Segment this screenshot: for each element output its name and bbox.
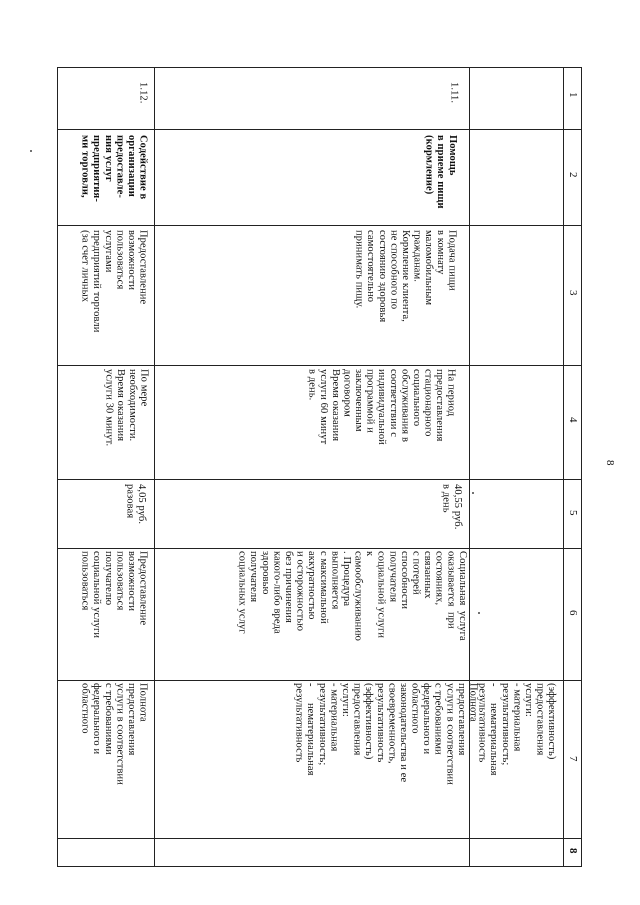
scan-speck	[472, 492, 474, 494]
row-1-11-content: Подача пищи в комнату маломобильным гражданам. Кормление клиента, не способного по состоянию здоровья самостоятельно принимать пищу.	[353, 230, 458, 323]
row-1-11-term: На период предоставления стационарного социального обслуживания в соответствии с индивидуальной программой и заключенным договором Время оказания услуги 60 минут в день.	[306, 369, 457, 445]
col-divider-4-5	[57, 479, 582, 480]
continued-indicators-cell: (эффективность) предоставления услуги: - материальная результативность; - нематериальная результативность	[476, 683, 558, 776]
row-1-12-content: Предоставление возможности пользоваться услугами предприятий торговли (за счет личных	[79, 230, 149, 333]
col-divider-5-6	[57, 548, 582, 549]
row-1-11-name: Помощь в приеме пищи (кормление)	[423, 135, 458, 209]
table-border-top	[57, 67, 582, 68]
column-header-7: 7	[567, 756, 579, 762]
row-divider-1-11-1-12	[154, 67, 155, 866]
row-1-11-indicators: Полнота предоставления услуги в соответствии с требованиями федерального и областного законодательства и ее своевременность, результативность (эффективность) предоставления услуги: - материальная результативность; - нематериальная результативность	[293, 683, 479, 785]
row-1-12-tariff: 4,05 руб. разовая	[124, 484, 148, 525]
scan-speck	[478, 612, 480, 614]
column-header-2: 2	[567, 172, 579, 178]
column-header-4: 4	[567, 417, 579, 423]
row-1-11-number: 1.11.	[448, 82, 460, 104]
col-divider-1-2	[57, 129, 582, 130]
table-border-left	[57, 67, 58, 866]
row-divider-header	[563, 67, 564, 866]
row-1-12-term: По мере необходимости. Время оказания услуги 30 минут.	[103, 369, 150, 447]
table-border-right	[581, 67, 582, 866]
row-1-12-indicators: Полнота предоставления услуги в соответствии с требованиями федерального и областного	[79, 683, 149, 785]
column-header-1: 1	[567, 92, 579, 98]
scan-speck	[30, 150, 32, 152]
col-divider-7-8	[57, 838, 582, 839]
column-header-8: 8	[567, 848, 579, 854]
column-header-5: 5	[567, 510, 579, 516]
row-1-11-tariff: 40,55 руб. в день	[440, 484, 464, 530]
column-header-3: 3	[567, 290, 579, 296]
column-header-6: 6	[567, 610, 579, 616]
row-1-12-name: Содействие в организации предоставле- ния услуг предприятия- ми торговли,	[79, 135, 149, 202]
row-1-11-conditions: Социальная услуга оказывается при состояниях, связанных с потерей способности получателя социальной услуги к самообслуживанию . Процедура выполняется с максимальной аккуратностью и осторожностью без причинения какого-либо вреда здоровью получателя социальных услуг	[236, 551, 468, 641]
row-1-12-number: 1.12.	[137, 82, 149, 104]
col-divider-2-3	[57, 225, 582, 226]
col-divider-6-7	[57, 680, 582, 681]
col-divider-3-4	[57, 365, 582, 366]
row-1-12-conditions: Предоставление возможности пользоваться получателю социальной услуги пользоваться	[79, 551, 149, 639]
table-border-bottom	[57, 866, 582, 867]
page-number: 8	[604, 460, 616, 466]
